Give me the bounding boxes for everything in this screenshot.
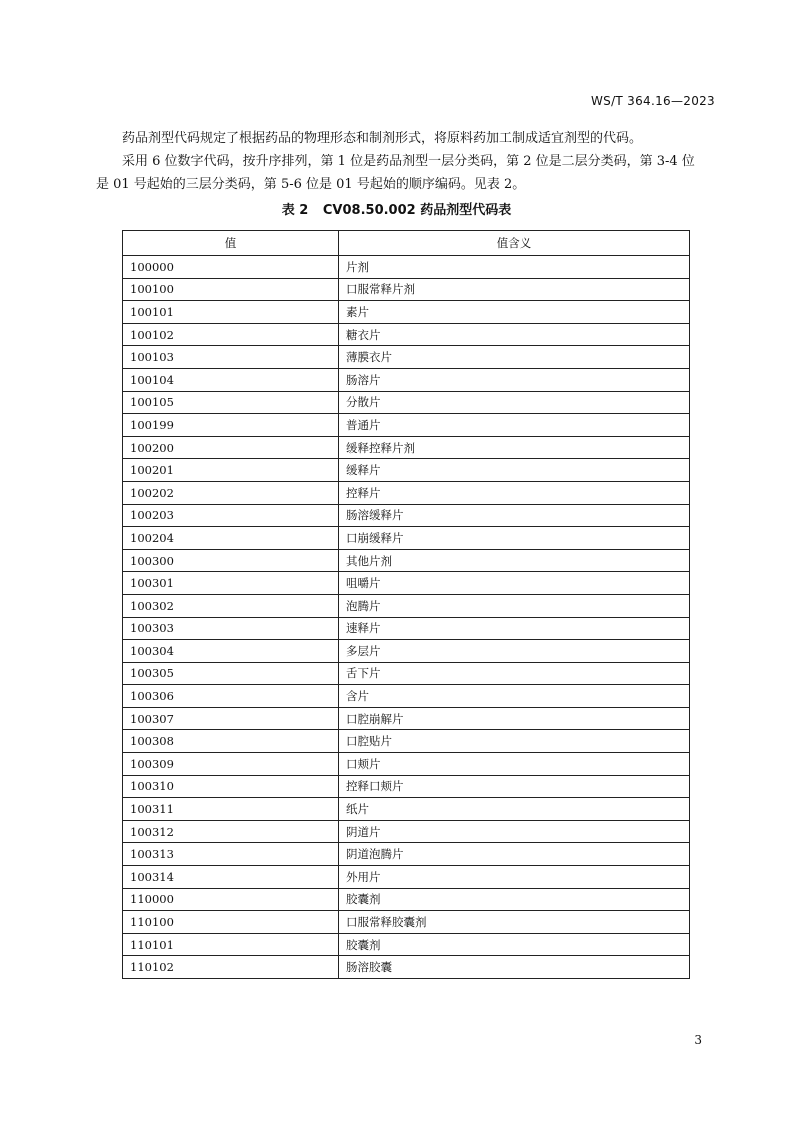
meaning-cell: 含片 [339, 685, 690, 708]
table-row [123, 707, 690, 730]
meaning-cell: 舌下片 [339, 662, 690, 685]
meaning-cell: 口服常释片剂 [339, 278, 690, 301]
meaning-cell: 缓释控释片剂 [339, 436, 690, 459]
header-value: 值 [123, 231, 339, 256]
table-row [123, 301, 690, 324]
code-cell: 100105 [123, 391, 339, 414]
meaning-cell: 咀嚼片 [339, 572, 690, 595]
table-row [123, 820, 690, 843]
table-body [123, 256, 690, 979]
page-number: 3 [694, 1033, 702, 1047]
table-row [123, 933, 690, 956]
meaning-cell: 口腔崩解片 [339, 707, 690, 730]
table-row [123, 436, 690, 459]
code-cell: 100300 [123, 549, 339, 572]
code-cell: 100310 [123, 775, 339, 798]
code-cell: 100100 [123, 278, 339, 301]
table-row [123, 572, 690, 595]
table-row [123, 323, 690, 346]
code-cell: 100301 [123, 572, 339, 595]
code-cell: 100308 [123, 730, 339, 753]
code-cell: 100304 [123, 640, 339, 663]
meaning-cell: 薄膜衣片 [339, 346, 690, 369]
meaning-cell: 糖衣片 [339, 323, 690, 346]
table-row [123, 775, 690, 798]
table-row [123, 549, 690, 572]
table-row [123, 481, 690, 504]
table-row [123, 504, 690, 527]
code-cell: 100307 [123, 707, 339, 730]
meaning-cell: 肠溶胶囊 [339, 956, 690, 979]
code-cell: 110102 [123, 956, 339, 979]
table-row [123, 730, 690, 753]
table-row [123, 617, 690, 640]
table-row [123, 346, 690, 369]
table-row [123, 640, 690, 663]
meaning-cell: 多层片 [339, 640, 690, 663]
code-cell: 100305 [123, 662, 339, 685]
meaning-cell: 胶囊剂 [339, 933, 690, 956]
code-cell: 100314 [123, 866, 339, 889]
code-cell: 110100 [123, 911, 339, 934]
code-cell: 100201 [123, 459, 339, 482]
code-cell: 100202 [123, 481, 339, 504]
table-row [123, 956, 690, 979]
meaning-cell: 片剂 [339, 256, 690, 279]
code-cell: 100000 [123, 256, 339, 279]
code-cell: 100101 [123, 301, 339, 324]
table-row [123, 368, 690, 391]
table-row [123, 662, 690, 685]
meaning-cell: 肠溶缓释片 [339, 504, 690, 527]
table-title [0, 199, 793, 218]
meaning-cell: 控释口颊片 [339, 775, 690, 798]
code-cell: 110101 [123, 933, 339, 956]
intro-paragraph: 药品剂型代码规定了根据药品的物理形态和制剂形式，将原料药加工制成适宜剂型的代码。 [122, 131, 643, 146]
table-row [123, 685, 690, 708]
table-row [123, 527, 690, 550]
meaning-cell: 纸片 [339, 798, 690, 821]
code-cell: 100102 [123, 323, 339, 346]
table-row [123, 753, 690, 776]
meaning-cell: 阴道泡腾片 [339, 843, 690, 866]
table-row [123, 594, 690, 617]
meaning-cell: 口崩缓释片 [339, 527, 690, 550]
table-row [123, 391, 690, 414]
table-row [123, 843, 690, 866]
code-cell: 100199 [123, 414, 339, 437]
code-cell: 100312 [123, 820, 339, 843]
code-cell: 100313 [123, 843, 339, 866]
meaning-cell: 速释片 [339, 617, 690, 640]
meaning-cell: 缓释片 [339, 459, 690, 482]
code-cell: 100203 [123, 504, 339, 527]
code-cell: 100103 [123, 346, 339, 369]
table-row [123, 459, 690, 482]
code-cell: 100309 [123, 753, 339, 776]
code-cell: 100306 [123, 685, 339, 708]
meaning-cell: 肠溶片 [339, 368, 690, 391]
table-row [123, 888, 690, 911]
table-row [123, 278, 690, 301]
table-row [123, 256, 690, 279]
table-title-text: CV08.50.002 药品剂型代码表 [322, 203, 512, 218]
code-cell: 110000 [123, 888, 339, 911]
meaning-cell: 泡腾片 [339, 594, 690, 617]
meaning-cell: 外用片 [339, 866, 690, 889]
table-row [123, 866, 690, 889]
meaning-cell: 胶囊剂 [339, 888, 690, 911]
meaning-cell: 口颊片 [339, 753, 690, 776]
meaning-cell: 口腔贴片 [339, 730, 690, 753]
meaning-cell: 普通片 [339, 414, 690, 437]
code-cell: 100303 [123, 617, 339, 640]
meaning-cell: 其他片剂 [339, 549, 690, 572]
table-title-number: 表 2 [281, 203, 309, 218]
code-cell: 100311 [123, 798, 339, 821]
coding-rule-paragraph: 采用 6 位数字代码，按升序排列，第 1 位是药品剂型一层分类码，第 2 位是二层分类码，第 3-4 位是 01 号起始的三层分类码，第 5-6 位是 01 号起始的顺序编码。见表 2。 [96, 154, 695, 192]
meaning-cell: 分散片 [339, 391, 690, 414]
table-header-row [123, 231, 690, 256]
header-meaning: 值含义 [339, 231, 690, 256]
meaning-cell: 控释片 [339, 481, 690, 504]
code-cell: 100302 [123, 594, 339, 617]
standard-code: WS/T 364.16—2023 [591, 94, 715, 108]
table-row [123, 798, 690, 821]
code-cell: 100204 [123, 527, 339, 550]
meaning-cell: 口服常释胶囊剂 [339, 911, 690, 934]
table-row [123, 414, 690, 437]
code-cell: 100200 [123, 436, 339, 459]
meaning-cell: 阴道片 [339, 820, 690, 843]
meaning-cell: 素片 [339, 301, 690, 324]
code-cell: 100104 [123, 368, 339, 391]
table-row [123, 911, 690, 934]
dosage-form-code-table [122, 230, 690, 979]
